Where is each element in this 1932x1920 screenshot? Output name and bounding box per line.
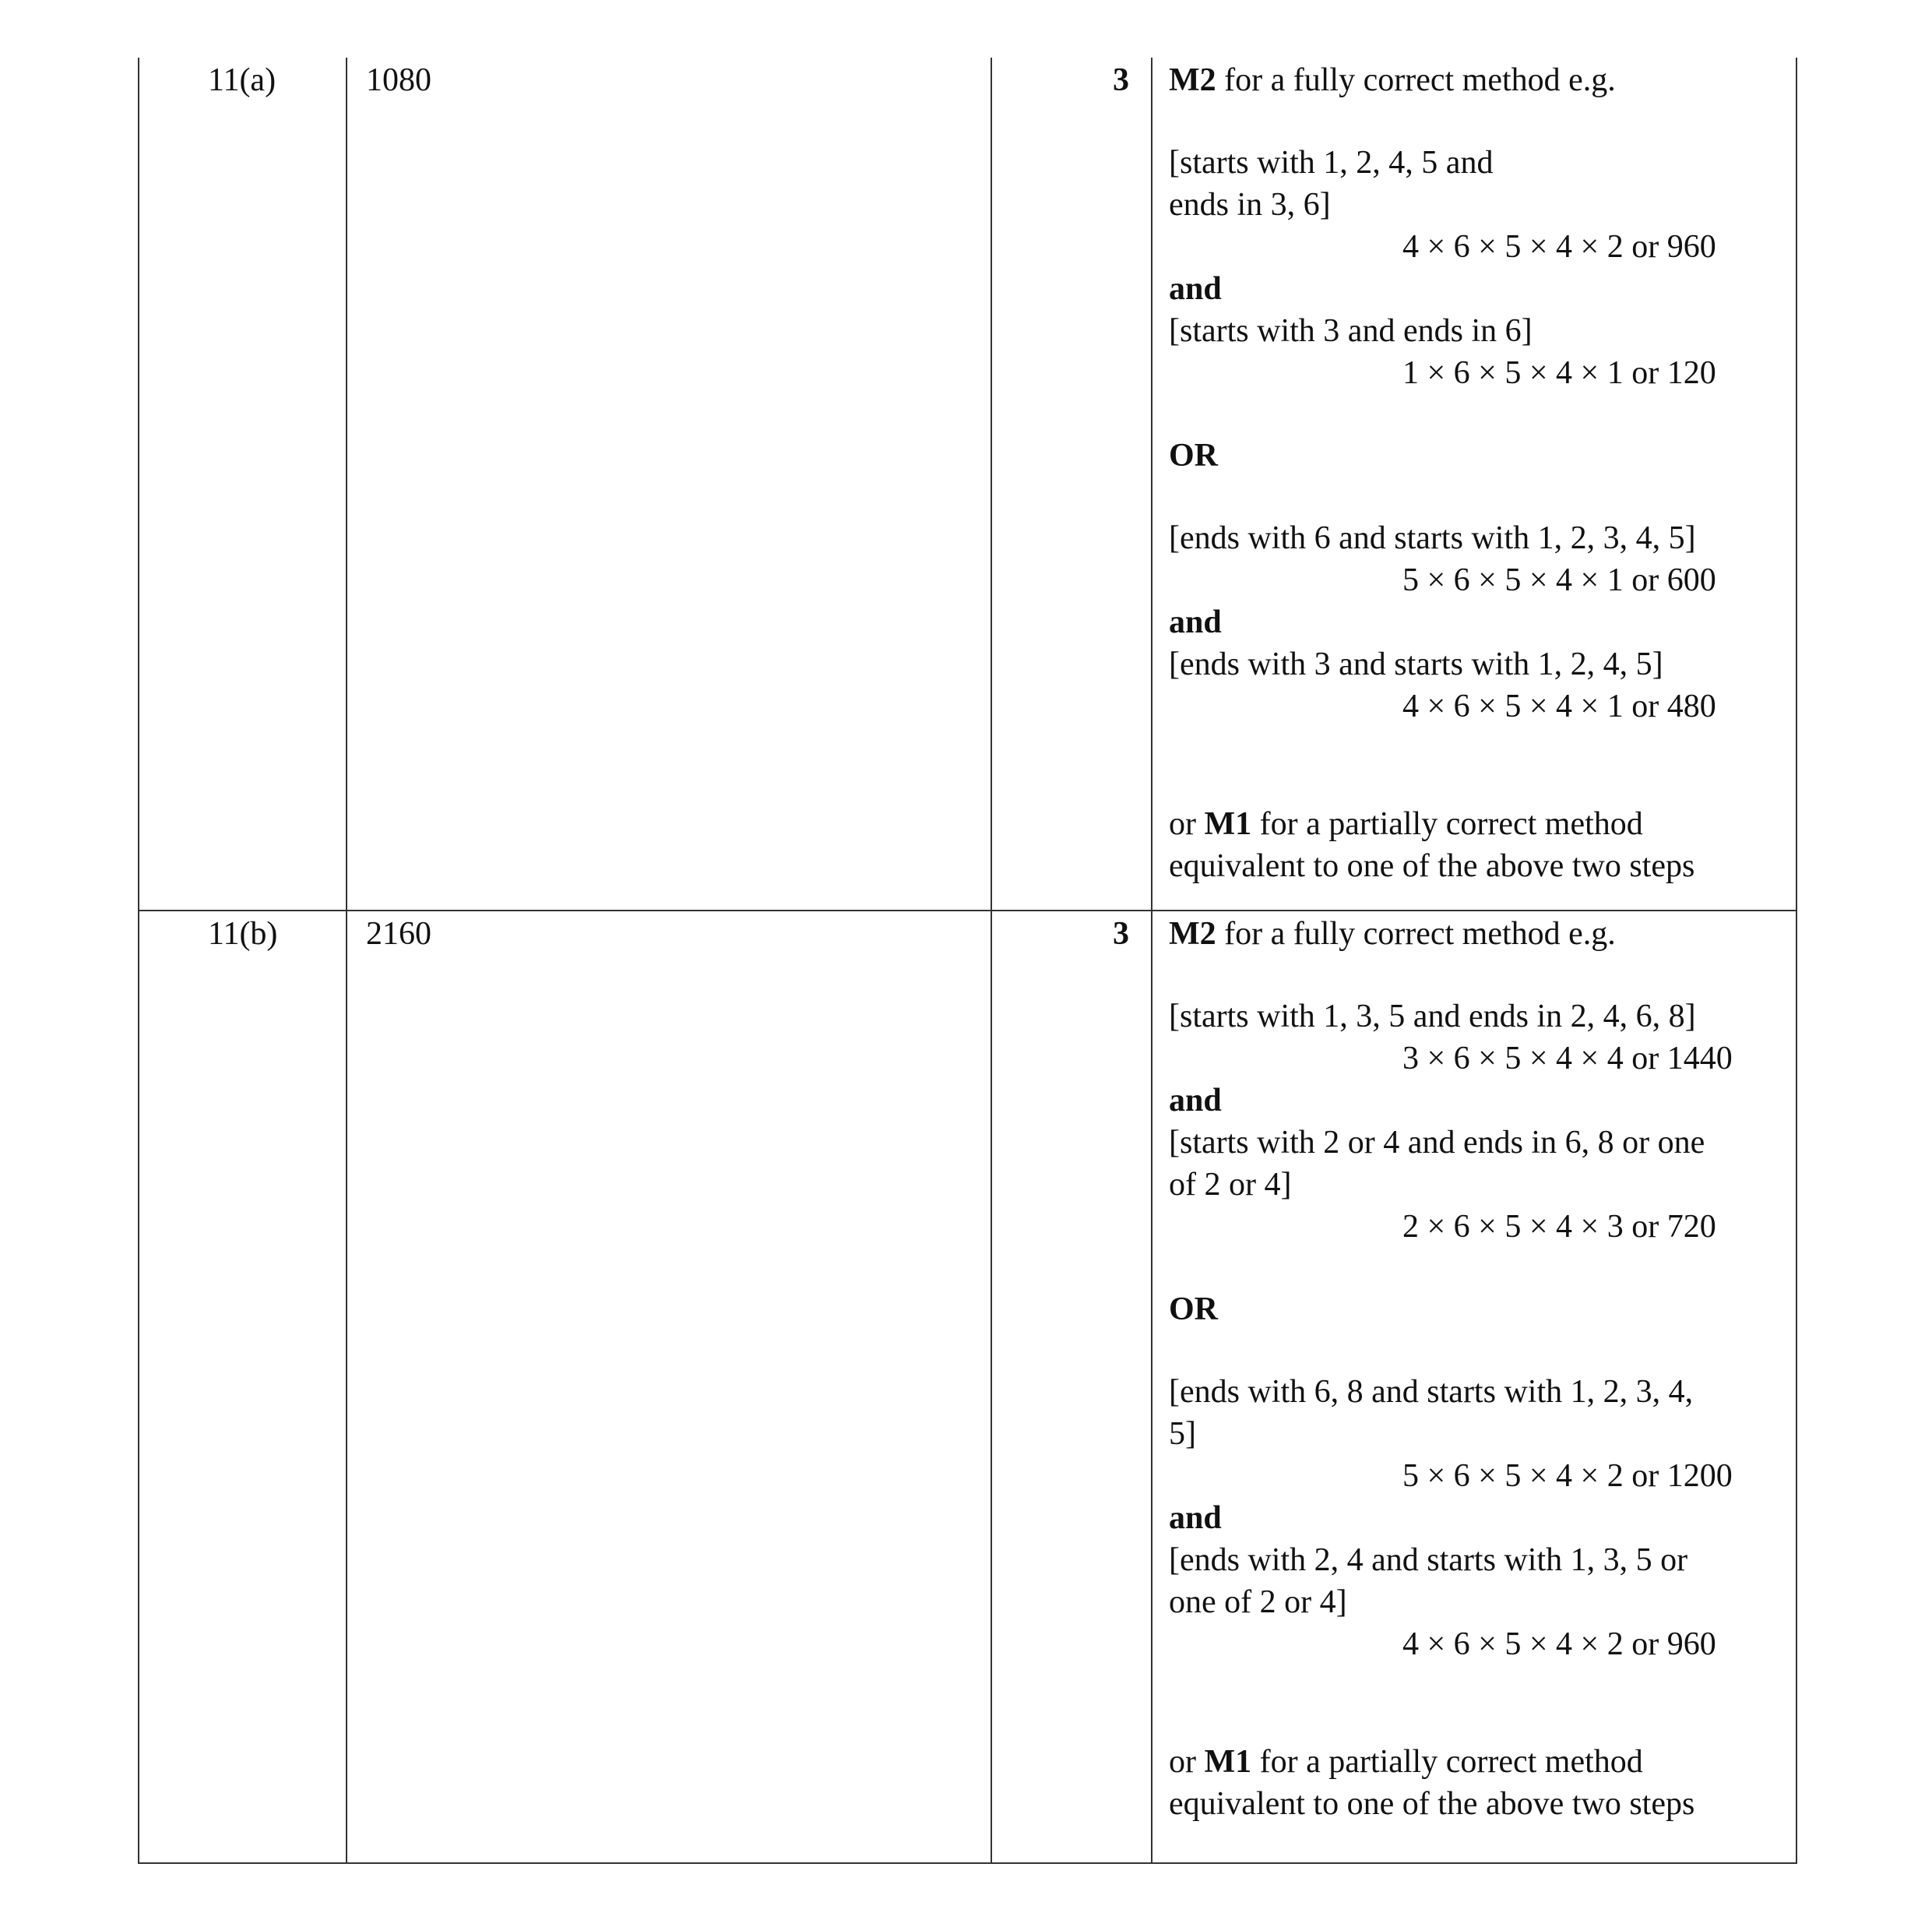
method-step-text: [starts with 1, 3, 5 and ends in 2, 4, 6, 8] [1169, 999, 1696, 1034]
table-row [139, 911, 1796, 1862]
question-number: 11(a) [208, 62, 276, 98]
answer-value: 1080 [366, 62, 431, 98]
method-step-text: [ends with 6 and starts with 1, 2, 3, 4, 5] [1169, 520, 1696, 556]
column-divider [346, 58, 347, 910]
column-divider [1151, 58, 1153, 910]
m1-code: M1 [1204, 806, 1252, 842]
m1-line: or M1 for a partially correct method [1169, 806, 1643, 842]
method-step-text: ends in 3, 6] [1169, 187, 1331, 223]
answer-value: 2160 [366, 916, 431, 952]
and-connector: and [1169, 1500, 1222, 1536]
method-calculation: 3 × 6 × 5 × 4 × 4 or 1440 [1402, 1041, 1733, 1076]
method-step-text: [starts with 3 and ends in 6] [1169, 313, 1533, 349]
method-step-text: [starts with 2 or 4 and ends in 6, 8 or one [1169, 1125, 1705, 1161]
method-calculation: 4 × 6 × 5 × 4 × 2 or 960 [1402, 1626, 1716, 1662]
or-connector: OR [1169, 1291, 1218, 1327]
method-step-text: one of 2 or 4] [1169, 1584, 1347, 1620]
and-connector: and [1169, 1083, 1222, 1119]
method-calculation: 2 × 6 × 5 × 4 × 3 or 720 [1402, 1209, 1716, 1245]
or-connector: OR [1169, 438, 1218, 474]
method-step-text: [ends with 2, 4 and starts with 1, 3, 5 or [1169, 1542, 1688, 1578]
mark-value: 3 [1113, 916, 1129, 952]
m1-line-2: equivalent to one of the above two steps [1169, 848, 1695, 884]
m2-line [1169, 59, 1776, 101]
marking-guidance [1169, 59, 1776, 887]
m1-line-2: equivalent to one of the above two steps [1169, 1786, 1695, 1822]
method-step-text: of 2 or 4] [1169, 1167, 1292, 1203]
column-divider [1151, 911, 1153, 1862]
method-calculation: 5 × 6 × 5 × 4 × 2 or 1200 [1402, 1458, 1733, 1494]
question-number: 11(b) [208, 916, 278, 952]
mark-value: 3 [1113, 62, 1129, 98]
method-calculation: 5 × 6 × 5 × 4 × 1 or 600 [1402, 562, 1716, 598]
column-divider [991, 911, 992, 1862]
method-step-text: [ends with 6, 8 and starts with 1, 2, 3, 4, [1169, 1374, 1694, 1410]
m2-text: for a fully correct method e.g. [1216, 62, 1616, 98]
and-connector: and [1169, 271, 1222, 307]
m1-line: or M1 for a partially correct method [1169, 1744, 1643, 1780]
column-divider [991, 58, 992, 910]
method-step-text: [ends with 3 and starts with 1, 2, 4, 5] [1169, 646, 1663, 682]
and-connector: and [1169, 604, 1222, 640]
method-calculation: 4 × 6 × 5 × 4 × 1 or 480 [1402, 689, 1716, 724]
mark-scheme-table [138, 58, 1797, 1864]
method-step-text: 5] [1169, 1416, 1196, 1452]
marking-guidance [1169, 913, 1776, 1825]
m1-code: M1 [1204, 1744, 1252, 1780]
column-divider [346, 911, 347, 1862]
m2-text: for a fully correct method e.g. [1216, 916, 1616, 952]
m2-code: M2 [1169, 62, 1216, 98]
table-row [139, 58, 1796, 911]
method-step-text: [starts with 1, 2, 4, 5 and [1169, 145, 1494, 181]
m2-code: M2 [1169, 916, 1216, 952]
m2-line [1169, 913, 1776, 955]
method-calculation: 1 × 6 × 5 × 4 × 1 or 120 [1402, 355, 1716, 391]
method-calculation: 4 × 6 × 5 × 4 × 2 or 960 [1402, 229, 1716, 265]
